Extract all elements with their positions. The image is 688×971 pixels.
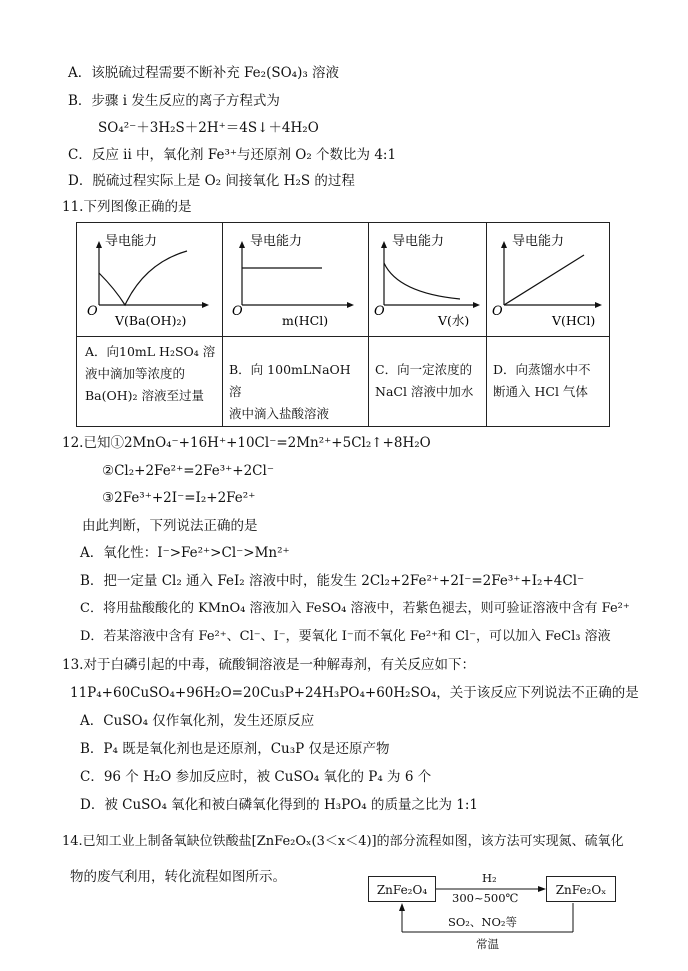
q11-graph-d-xlabel: V(HCl) <box>552 313 596 328</box>
q11-graph-d <box>486 223 609 337</box>
q11-graph-c-xlabel: V(水) <box>438 313 470 328</box>
q11-graph-d-ylabel: 导电能力 <box>512 234 565 249</box>
q11-desc-d: D．向蒸馏水中不 断通入 HCl 气体 <box>493 362 591 399</box>
q13-option-d: D．被 CuSO₄ 氧化和被白磷氧化得到的 H₃PO₄ 的质量之比为 1:1 <box>80 797 479 813</box>
flow-label-room-temp: 常温 <box>476 937 499 951</box>
q10-option-b: B．步骤 i 发生反应的离子方程式为 <box>68 93 280 109</box>
q11-graph-c-origin: O <box>374 304 385 319</box>
q13-option-a: A．CuSO₄ 仅作氧化剂，发生还原反应 <box>80 713 315 729</box>
q12-equation-3: ③2Fe³⁺+2I⁻=I₂+2Fe²⁺ <box>102 490 256 506</box>
q10-option-c: C．反应 ii 中，氧化剂 Fe³⁺与还原剂 O₂ 个数比为 4:1 <box>68 147 397 163</box>
flow-box-znfe2o4: ZnFe₂O₄ <box>368 876 436 902</box>
q12-option-a: A．氧化性：I⁻>Fe²⁺>Cl⁻>Mn²⁺ <box>80 545 290 561</box>
flow-label-h2: H₂ <box>482 871 497 885</box>
q12-stem: 12.已知①2MnO₄⁻+16H⁺+10Cl⁻=2Mn²⁺+5Cl₂↑+8H₂O <box>62 435 431 451</box>
q11-graph-b-ylabel: 导电能力 <box>250 234 303 249</box>
q13-stem: 13.对于白磷引起的中毒，硫酸铜溶液是一种解毒剂，有关反应如下： <box>62 657 475 673</box>
q11-graph-b-xlabel: m(HCl) <box>282 313 329 328</box>
q12-option-c: C．将用盐酸酸化的 KMnO₄ 溶液加入 FeSO₄ 溶液中，若紫色褪去，则可验证溶液中含有 Fe²⁺ <box>80 601 630 616</box>
q11-desc-c: C．向一定浓度的 NaCl 溶液中加水 <box>375 362 474 399</box>
q11-graph-a-origin: O <box>87 304 98 319</box>
q12-equation-2: ②Cl₂+2Fe²⁺=2Fe³⁺+2Cl⁻ <box>102 463 274 479</box>
q12-lead: 由此判断，下列说法正确的是 <box>82 518 258 534</box>
q11-graph-b-origin: O <box>232 304 243 319</box>
flow-box-znfe2ox: ZnFe₂Oₓ <box>546 876 616 902</box>
q11-graph-d-origin: O <box>492 304 503 319</box>
q13-equation: 11P₄+60CuSO₄+96H₂O=20Cu₃P+24H₃PO₄+60H₂SO₄，关于该反应下列说法不正确的是 <box>70 685 639 701</box>
q14-stem-continued: 物的废气利用，转化流程如图所示。 <box>70 869 286 885</box>
q11-desc-b: B．向 100mLNaOH 溶 液中滴入盐酸溶液 <box>229 362 351 421</box>
q11-graph-a <box>77 223 222 337</box>
q11-graph-c <box>368 223 486 337</box>
flow-label-gases: SO₂、NO₂等 <box>448 915 518 929</box>
q10-option-d: D．脱硫过程实际上是 O₂ 间接氧化 H₂S 的过程 <box>68 173 355 189</box>
q11-graph-a-ylabel: 导电能力 <box>105 234 158 249</box>
q10-option-b-equation: SO₄²⁻＋3H₂S＋2H⁺＝4S↓＋4H₂O <box>98 120 319 136</box>
q14-flow-diagram <box>360 868 607 963</box>
q11-graph-b <box>222 223 368 337</box>
flow-label-temperature: 300~500℃ <box>452 891 519 905</box>
q14-stem: 14.已知工业上制备氧缺位铁酸盐[ZnFe₂Oₓ(3＜x＜4)]的部分流程如图，该方法可实现氮、硫氧化 <box>62 834 624 849</box>
q12-option-d: D．若某溶液中含有 Fe²⁺、Cl⁻、I⁻，要氧化 I⁻而不氧化 Fe²⁺和 Cl⁻，可以加入 FeCl₃ 溶液 <box>80 629 611 644</box>
q13-option-b: B．P₄ 既是氧化剂也是还原剂，Cu₃P 仅是还原产物 <box>80 741 390 757</box>
q13-option-c: C．96 个 H₂O 参加反应时，被 CuSO₄ 氧化的 P₄ 为 6 个 <box>80 769 432 785</box>
q12-option-b: B．把一定量 Cl₂ 通入 FeI₂ 溶液中时，能发生 2Cl₂+2Fe²⁺+2I⁻=2Fe³⁺+I₂+4Cl⁻ <box>80 573 585 589</box>
q11-description-row <box>77 337 609 427</box>
q10-option-a: A．该脱硫过程需要不断补充 Fe₂(SO₄)₃ 溶液 <box>68 65 340 81</box>
q11-stem: 11.下列图像正确的是 <box>62 199 192 215</box>
q11-graph-a-xlabel: V(Ba(OH)₂) <box>115 313 187 328</box>
q11-graph-table <box>76 222 610 427</box>
q11-desc-a: A．向10mL H₂SO₄ 溶 液中滴加等浓度的 Ba(OH)₂ 溶液至过量 <box>85 344 216 403</box>
q11-graph-c-ylabel: 导电能力 <box>392 234 445 249</box>
